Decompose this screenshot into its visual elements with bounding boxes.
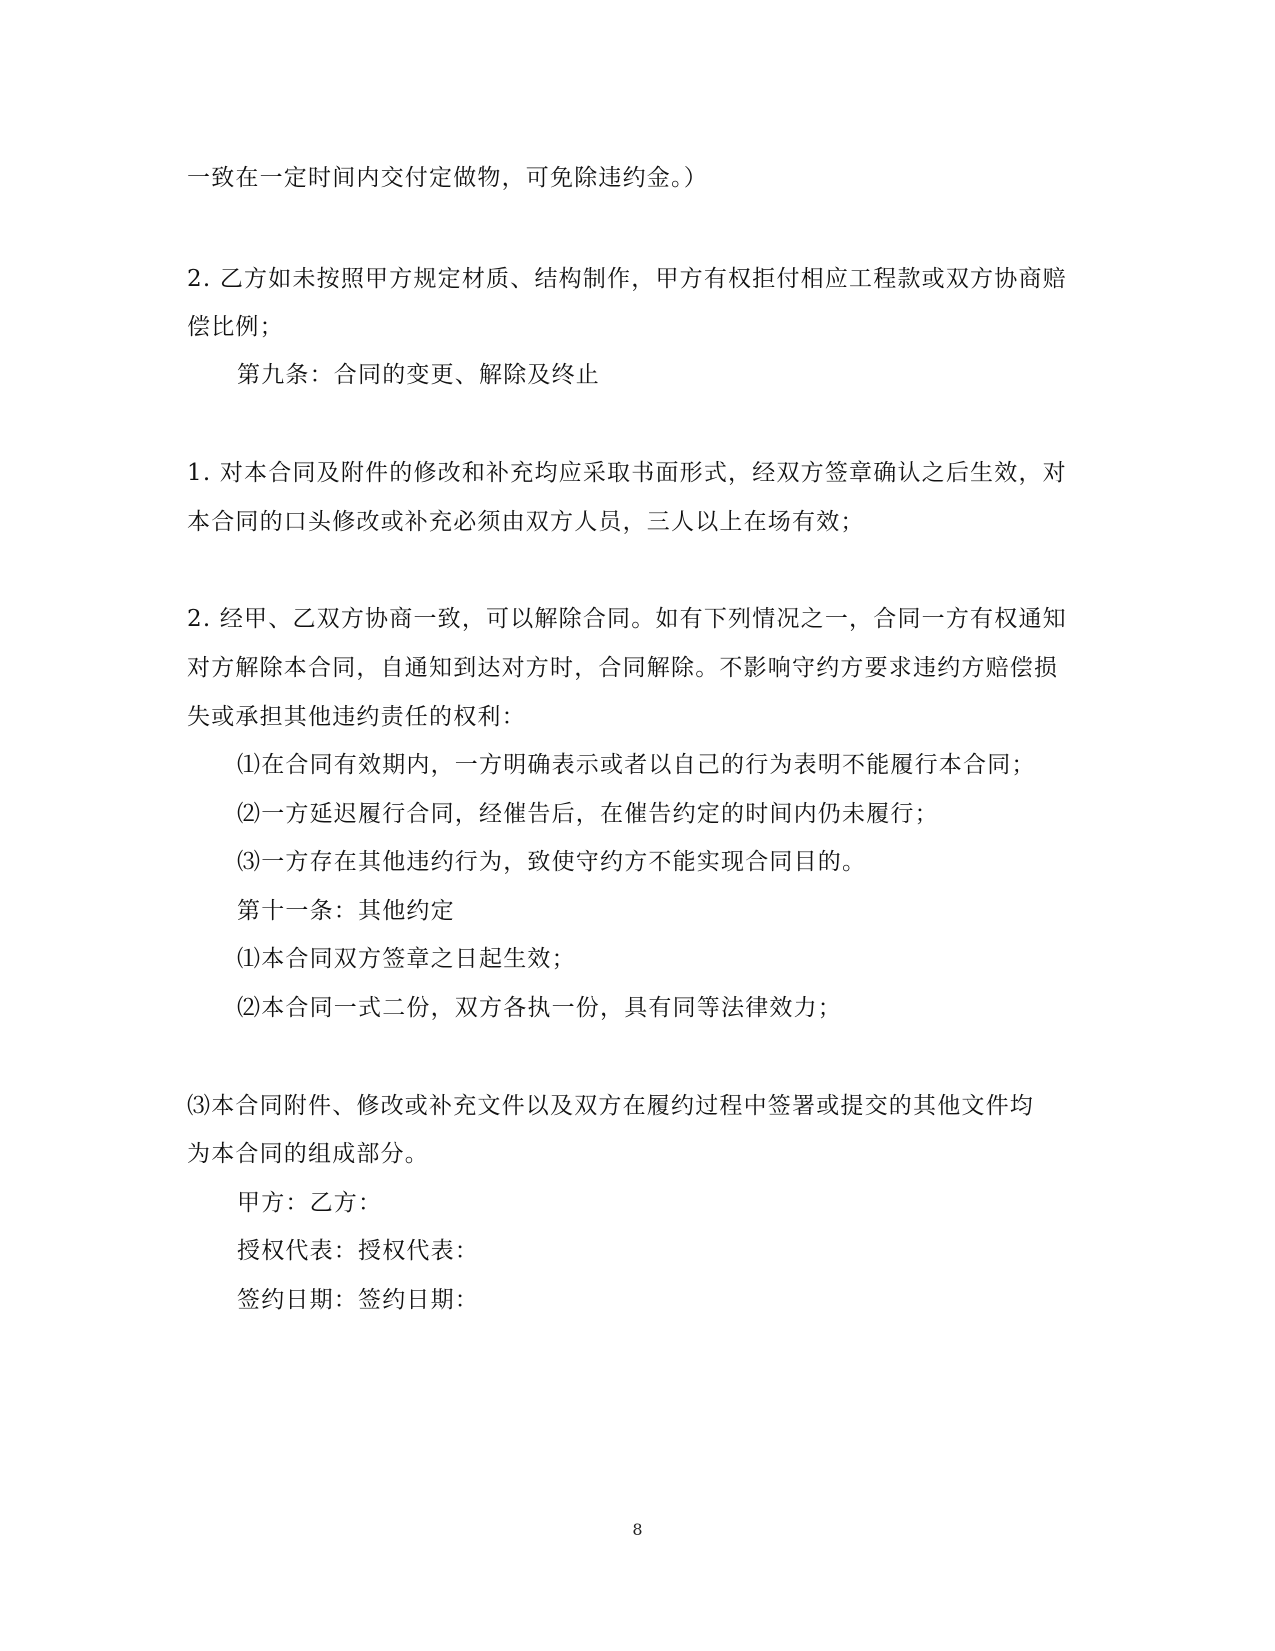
paragraph-continuation-line: 一致在一定时间内交付定做物，可免除违约金。） bbox=[187, 165, 708, 191]
other-agreement-item-3-line-1: ⑶本合同附件、修改或补充文件以及双方在履约过程中签署或提交的其他文件均 bbox=[187, 1093, 1034, 1119]
clause-2-line-1: 2. 乙方如未按照甲方规定材质、结构制作，甲方有权拒付相应工程款或双方协商赔 bbox=[187, 266, 1067, 292]
termination-item-3: ⑶一方存在其他违约行为，致使守约方不能实现合同目的。 bbox=[237, 849, 867, 875]
signature-party-line: 甲方：乙方： bbox=[237, 1190, 383, 1216]
signature-representative-line: 授权代表：授权代表： bbox=[237, 1238, 479, 1264]
signature-date-line: 签约日期：签约日期： bbox=[237, 1287, 479, 1313]
clause-2-line-2: 偿比例； bbox=[187, 314, 284, 340]
other-agreement-item-3-line-2: 为本合同的组成部分。 bbox=[187, 1141, 429, 1167]
clause-1-line-2: 本合同的口头修改或补充必须由双方人员，三人以上在场有效； bbox=[187, 509, 865, 535]
page-number: 8 bbox=[632, 1520, 643, 1539]
clause-2b-line-2: 对方解除本合同，自通知到达对方时，合同解除。不影响守约方要求违约方赔偿损 bbox=[187, 655, 1059, 681]
other-agreement-item-2: ⑵本合同一式二份，双方各执一份，具有同等法律效力； bbox=[237, 995, 842, 1021]
termination-item-1: ⑴在合同有效期内，一方明确表示或者以自己的行为表明不能履行本合同； bbox=[237, 752, 1036, 778]
clause-2b-line-3: 失或承担其他违约责任的权利： bbox=[187, 704, 526, 730]
clause-2b-line-1: 2. 经甲、乙双方协商一致，可以解除合同。如有下列情况之一，合同一方有权通知 bbox=[187, 606, 1067, 632]
article-eleven-heading: 第十一条：其他约定 bbox=[237, 898, 455, 924]
other-agreement-item-1: ⑴本合同双方签章之日起生效； bbox=[237, 946, 576, 972]
termination-item-2: ⑵一方延迟履行合同，经催告后，在催告约定的时间内仍未履行； bbox=[237, 801, 939, 827]
article-nine-heading: 第九条：合同的变更、解除及终止 bbox=[237, 362, 600, 388]
clause-1-line-1: 1. 对本合同及附件的修改和补充均应采取书面形式，经双方签章确认之后生效，对 bbox=[187, 460, 1067, 486]
